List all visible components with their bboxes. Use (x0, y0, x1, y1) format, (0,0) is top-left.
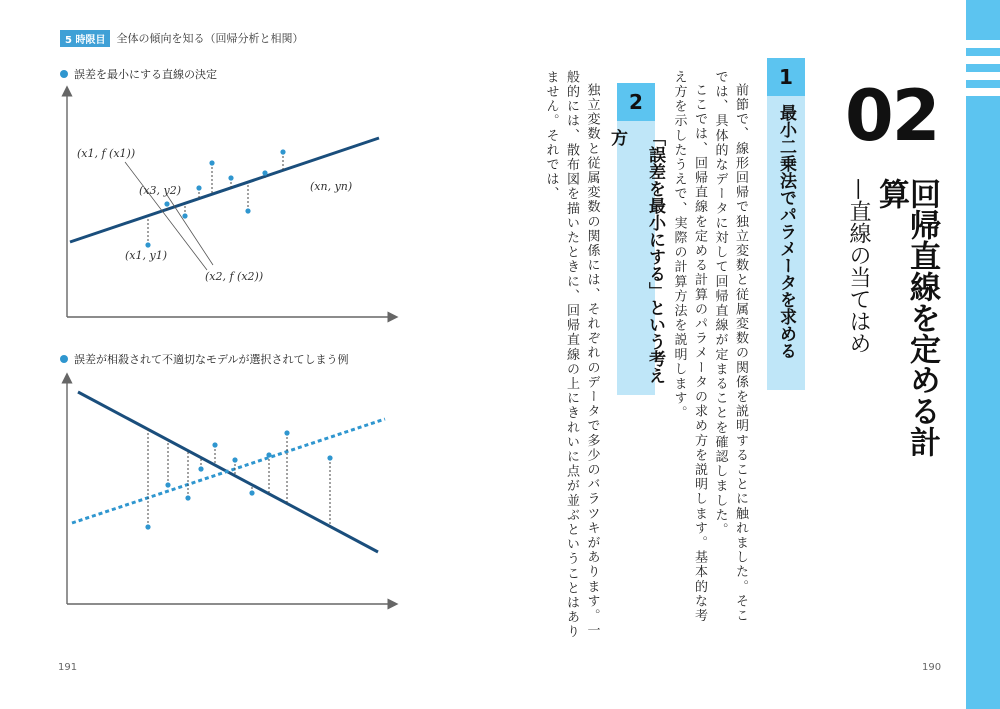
lesson-badge: 5 時限目 (60, 30, 110, 47)
edge-stripe (966, 88, 1000, 96)
data-point (145, 524, 150, 529)
label-x3-y2: (x3, y2) (139, 184, 181, 197)
page-number-left: 191 (58, 662, 78, 673)
data-point (232, 457, 237, 462)
edge-stripe (966, 40, 1000, 48)
data-point (182, 213, 187, 218)
figure2-caption-text: 誤差が相殺されて不適切なモデルが選択されてしまう例 (74, 353, 349, 366)
data-point (280, 149, 285, 154)
data-point (228, 175, 233, 180)
label-x2-fx2: (x2, f (x2)) (205, 270, 264, 283)
paragraph: 前節で、線形回帰で独立変数と従属変数の関係を説明することに触れました。そこでは、具体的なデータに対して回帰直線が定まることを確認しました。 (712, 70, 748, 624)
breadcrumb (60, 30, 303, 46)
data-point (164, 201, 169, 206)
data-point (209, 160, 214, 165)
figure1-caption-text: 誤差を最小にする直線の決定 (74, 68, 217, 81)
label-xn-yn: (xn, yn) (310, 180, 353, 193)
data-point (145, 242, 150, 247)
chapter-title: 回帰直線を定める計算 (873, 178, 940, 457)
true-trend-line (72, 419, 385, 523)
figure2-caption (60, 351, 348, 367)
data-point (249, 490, 254, 495)
breadcrumb-title: 全体の傾向を知る（回帰分析と相関） (116, 32, 304, 45)
data-point (165, 482, 170, 487)
section1-body (668, 70, 750, 630)
edge-stripe (966, 56, 1000, 64)
data-point (245, 208, 250, 213)
data-point (284, 430, 289, 435)
data-point (266, 452, 271, 457)
residual-lines (148, 152, 283, 245)
chapter-number: 02 (845, 75, 939, 157)
bullet-icon (60, 70, 68, 78)
label-x1-fx1: (x1, f (x1)) (77, 147, 136, 160)
data-point (196, 185, 201, 190)
paragraph: ここでは、回帰直線を定める計算のパラメータの求め方を説明します。基本的な考え方を示したうえで、実際の計算方法を説明します。 (671, 70, 707, 624)
bullet-icon (60, 355, 68, 363)
paragraph: 独立変数と従属変数の関係には、それぞれのデータで多少のバラツキがあります。一般的には、散布図を描いたときに、回帰直線の上にきれいに点が並ぶということはありません。それでは、 (543, 70, 600, 640)
section2-body (540, 70, 602, 640)
section2-number: 2 (617, 83, 655, 121)
section1-heading: 最小二乗法でパラメータを求める (767, 96, 805, 390)
section1-number: 1 (767, 58, 805, 96)
chapter-edge-tab (966, 0, 1000, 709)
chapter-subtitle: —直線の当てはめ (846, 178, 871, 354)
section2-heading: 「誤差を最小にする」という考え方 (617, 121, 655, 395)
figure1-caption (60, 66, 217, 82)
data-points (145, 149, 285, 247)
page-number-right: 190 (922, 662, 942, 673)
data-point (262, 170, 267, 175)
label-x1-y1: (x1, y1) (125, 249, 167, 262)
figure1-chart (55, 85, 400, 330)
data-point (212, 442, 217, 447)
data-point (198, 466, 203, 471)
edge-stripe (966, 72, 1000, 80)
figure2-chart (55, 372, 400, 617)
data-point (185, 495, 190, 500)
data-point (327, 455, 332, 460)
